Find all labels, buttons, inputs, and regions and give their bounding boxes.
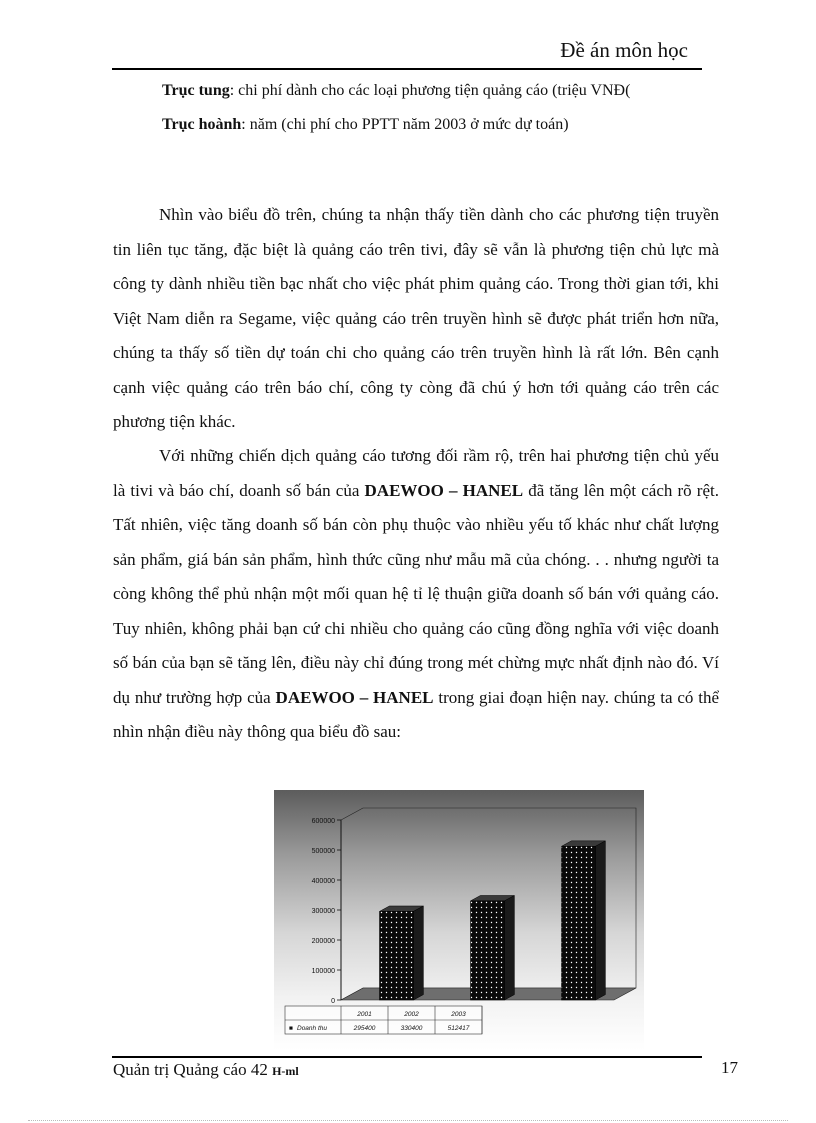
page-header-title: Đề án môn học <box>560 38 688 62</box>
bar <box>471 901 505 1000</box>
paragraph-2-part-c: trong giai đoạn hiện nay. chúng ta có thể nhìn nhận điều này thông qua biểu đồ sau: <box>113 687 720 741</box>
category-label: 2003 <box>451 1011 466 1018</box>
category-label: 2001 <box>357 1011 372 1018</box>
footer-course-suffix: H-ml <box>272 1064 299 1078</box>
axis-note-horizontal <box>162 116 569 134</box>
page-bottom-dots <box>28 1120 788 1121</box>
category-label: 2002 <box>404 1011 419 1018</box>
bar <box>380 911 414 1000</box>
brand-name: DAEWOO – HANEL <box>275 687 434 707</box>
y-tick-label: 400000 <box>311 878 335 885</box>
paragraph-2-part-a: Với những chiến dịch quảng cáo tương đối rầm rộ, trên hai phương tiện chủ yếu là tivi và báo chí, doanh số bán của <box>113 446 719 500</box>
axis-note-text: : chi phí dành cho các loại phương tiện quảng cáo (triệu VNĐ( <box>229 82 631 99</box>
bar-side <box>596 841 606 1000</box>
header-rule <box>112 68 702 70</box>
data-value-label: 512417 <box>447 1025 470 1032</box>
axis-note-label: Trục hoành <box>162 116 242 133</box>
brand-name: DAEWOO – HANEL <box>364 480 524 500</box>
y-tick-label: 500000 <box>311 848 335 855</box>
paragraph-2 <box>113 439 719 750</box>
paragraph-1 <box>113 198 719 440</box>
footer-course <box>113 1060 299 1080</box>
data-value-label: 295400 <box>353 1025 376 1032</box>
axis-note-label: Trục tung <box>162 82 230 99</box>
paragraph-2-part-b: đã tăng lên một cách rõ rệt. Tất nhiên, việc tăng doanh số bán còn phụ thuộc vào nhiều yếu tố khác như chất lượng sản phẩm, giá bán sản phẩm, hình thức cũng như mẫu mã của chóng. . . nhưng người ta còng không thể phủ nhận một mối quan hệ tỉ lệ thuận giữa doanh số bán với quảng cáo. Tuy nhiên, không phải bạn cứ chi nhiều cho quảng cáo cũng đồng nghĩa với việc doanh số bán của bạn sẽ tăng lên, điều này chỉ đúng trong mét chừng mực nhất định nào đó. Ví dụ như trường hợp của <box>113 480 719 707</box>
bar-side <box>505 895 515 1000</box>
bar-side <box>414 906 424 1000</box>
revenue-chart-svg <box>274 790 644 1050</box>
paragraph-1-text: Nhìn vào biểu đồ trên, chúng ta nhận thấy tiền dành cho các phương tiện truyền tin liên tục tăng, đặc biệt là quảng cáo trên tivi, đây sẽ vẫn là phương tiện chủ lực mà công ty dành nhiều tiền bạc nhất cho việc phát phim quảng cáo. Trong thời gian tới, khi Việt Nam diễn ra Segame, việc quảng cáo trên truyền hình sẽ được phát triển hơn nữa, chúng ta thấy số tiền dự toán chi cho quảng cáo trên truyền hình là rất lớn. Bên cạnh cạnh việc quảng cáo trên báo chí, công ty còng đã chú ý hơn tới quảng cáo trên các phương tiện khác. <box>113 205 719 431</box>
y-tick-label: 100000 <box>311 968 335 975</box>
y-tick-label: 200000 <box>311 938 335 945</box>
page-number: 17 <box>721 1058 738 1077</box>
legend-marker: ■ <box>289 1025 293 1032</box>
data-value-label: 330400 <box>400 1025 423 1032</box>
bar <box>562 846 596 1000</box>
footer-rule <box>112 1056 702 1058</box>
revenue-chart <box>274 790 644 1050</box>
axis-note-text: : năm (chi phí cho PPTT năm 2003 ở mức dự toán) <box>241 116 569 133</box>
y-tick-label: 600000 <box>311 818 335 825</box>
axis-note-vertical <box>162 82 630 100</box>
footer-course-text: Quản trị Quảng cáo 42 <box>113 1060 273 1079</box>
legend-series-name: Doanh thu <box>297 1025 327 1032</box>
y-tick-label: 300000 <box>311 908 335 915</box>
y-tick-label: 0 <box>331 998 335 1005</box>
